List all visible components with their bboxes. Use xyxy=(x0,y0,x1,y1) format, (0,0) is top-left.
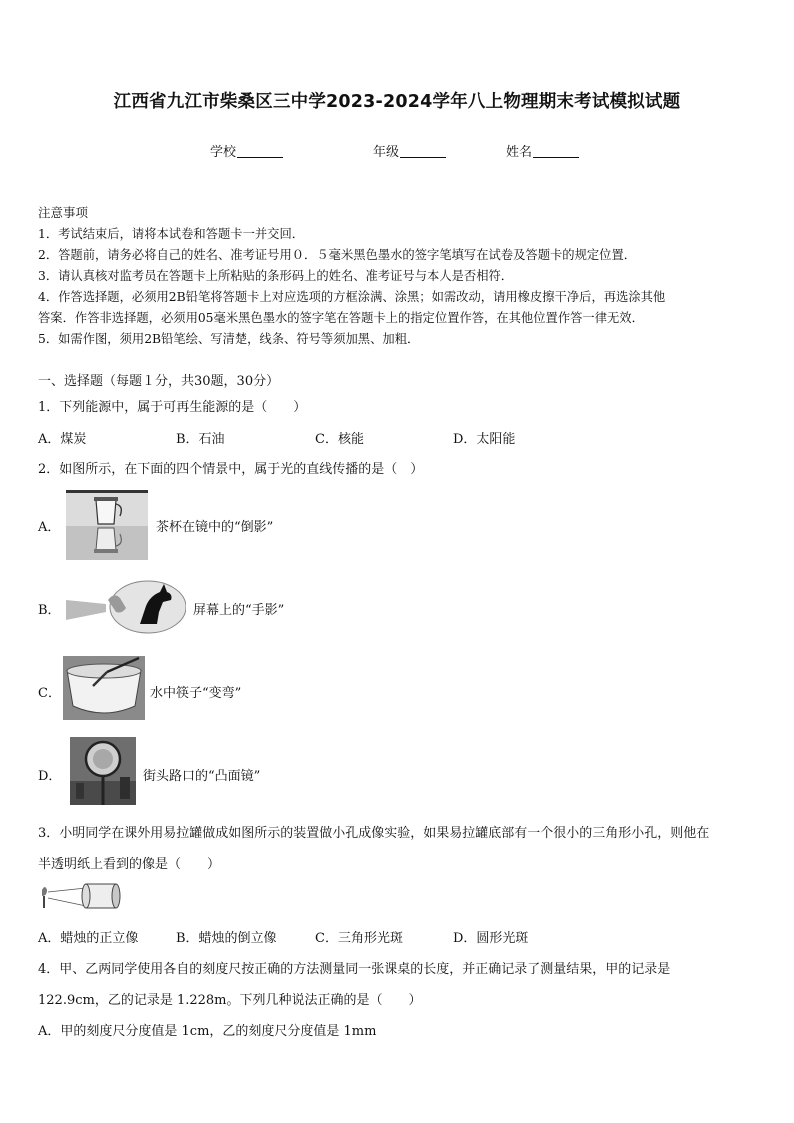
notice-item: 2．答题前，请务必将自己的姓名、准考证号用０．５毫米黑色墨水的签字笔填写在试卷及答题卡的规定位置． xyxy=(38,248,637,262)
grade-label: 年级 xyxy=(373,145,400,160)
chopsticks-bowl-image xyxy=(63,656,145,720)
q3-option-c: C．三角形光斑 xyxy=(315,931,403,946)
notice-item: 1．考试结束后，请将本试卷和答题卡一并交回． xyxy=(38,227,305,241)
name-field xyxy=(506,141,579,160)
q4-option-a: A．甲的刻度尺分度值是 1cm，乙的刻度尺分度值是 1mm xyxy=(38,1024,377,1039)
q1-stem: 1．下列能源中，属于可再生能源的是（ ） xyxy=(38,400,307,415)
q1-option-a: A．煤炭 xyxy=(38,432,87,447)
q4-stem-line2: 122.9cm，乙的记录是 1.228m。下列几种说法正确的是（ ） xyxy=(38,993,422,1008)
teacup-mirror-image xyxy=(66,490,148,560)
grade-field xyxy=(373,141,446,160)
q3-stem-line1: 3．小明同学在课外用易拉罐做成如图所示的装置做小孔成像实验，如果易拉罐底部有一个很小的三角形小孔，则他在 xyxy=(38,826,710,841)
hand-shadow-image xyxy=(66,580,186,634)
q2-option-d-text: 街头路口的“凸面镜” xyxy=(143,769,261,784)
q2-stem: 2．如图所示，在下面的四个情景中，属于光的直线传播的是（ ） xyxy=(38,462,424,477)
q3-option-a: A．蜡烛的正立像 xyxy=(38,931,139,946)
q3-option-b: B．蜡烛的倒立像 xyxy=(176,931,277,946)
q1-option-b: B．石油 xyxy=(176,432,225,447)
notice-item: 3．请认真核对监考员在答题卡上所粘贴的条形码上的姓名、准考证号与本人是否相符． xyxy=(38,269,514,283)
q2-option-a-letter: A． xyxy=(38,520,61,535)
q2-option-b-text: 屏幕上的“手影” xyxy=(193,603,285,618)
name-blank xyxy=(533,145,579,158)
school-field xyxy=(210,141,283,160)
q2-option-a-text: 茶杯在镜中的“倒影” xyxy=(156,520,274,535)
school-blank xyxy=(237,145,283,158)
convex-mirror-image xyxy=(70,737,136,805)
grade-blank xyxy=(400,145,446,158)
q2-option-c-text: 水中筷子“变弯” xyxy=(150,686,242,701)
section-heading: 一、选择题（每题１分，共30题，30分） xyxy=(38,374,280,389)
q2-option-b-letter: B． xyxy=(38,603,61,618)
q2-option-d-letter: D． xyxy=(38,769,62,784)
q3-stem-line2: 半透明纸上看到的像是（ ） xyxy=(38,857,221,872)
q2-option-c-letter: C． xyxy=(38,686,61,701)
q3-option-d: D．圆形光斑 xyxy=(453,931,529,946)
notice-item: 5．如需作图，须用2B铅笔绘、写清楚，线条、符号等须加黑、加粗． xyxy=(38,332,420,346)
school-label: 学校 xyxy=(210,145,237,160)
notice-item: 答案．作答非选择题，必须用05毫米黑色墨水的签字笔在答题卡上的指定位置作答，在其他位置作答一律无效． xyxy=(38,311,644,325)
notice-heading: 注意事项 xyxy=(38,205,89,220)
pinhole-can-image xyxy=(38,878,124,914)
q4-stem-line1: 4．甲、乙两同学使用各自的刻度尺按正确的方法测量同一张课桌的长度，并正确记录了测量结果，甲的记录是 xyxy=(38,962,671,977)
notice-item: 4．作答选择题，必须用2B铅笔将答题卡上对应选项的方框涂满、涂黑；如需改动，请用橡皮擦干净后，再选涂其他 xyxy=(38,290,666,304)
q1-option-d: D．太阳能 xyxy=(453,432,516,447)
q1-option-c: C．核能 xyxy=(315,432,364,447)
exam-title: 江西省九江市柴桑区三中学2023-2024学年八上物理期末考试模拟试题 xyxy=(113,92,681,112)
name-label: 姓名 xyxy=(506,145,533,160)
